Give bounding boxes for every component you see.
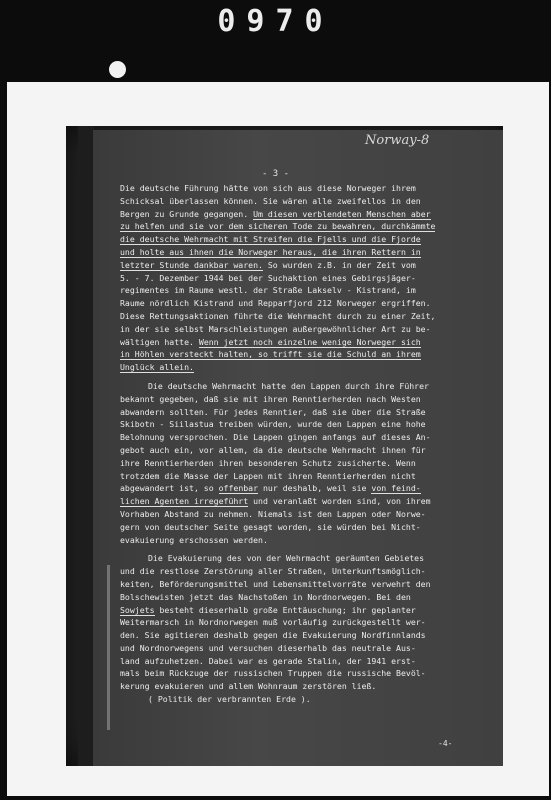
underlined-text: in Höhlen versteckt halten, so trifft sie die Schuld an ihrem	[120, 349, 421, 360]
text-line	[120, 604, 492, 617]
line-text: wältigen hatte.	[120, 336, 194, 347]
underlined-text: die deutsche Wehrmacht mit Streifen die Fjells und die Fjorde	[120, 234, 421, 245]
line-text: besteht dieserhalb große Enttäuschung; ihr geplanter	[154, 604, 416, 615]
line-text: Bolschewisten jetzt das Nachstoßen in Nordnorwegen. Bei den	[120, 591, 411, 602]
footer-mark: -4-	[438, 739, 453, 748]
text-line	[120, 444, 492, 457]
line-text: abwandern sollten. Für jedes Renntier, daß sie über die Straße	[120, 406, 426, 417]
text-line	[120, 310, 492, 323]
line-text: Belohnung versprochen. Die Lappen gingen anfangs auf dieses An-	[120, 432, 431, 443]
line-text: keiten, Beförderungsmittel und Lebensmittelvorräte verwehrt den	[120, 578, 431, 589]
line-text: Raume nördlich Kistrand und Repparfjord 212 Norweger ergriffen.	[120, 298, 431, 309]
text-line	[120, 406, 492, 419]
underlined-text: Unglück allein.	[120, 362, 194, 373]
text-line	[120, 259, 492, 272]
text-line	[120, 495, 492, 508]
line-text: abgewandert ist, so	[120, 483, 214, 494]
frame-number: 0970	[217, 4, 334, 39]
underlined-text: lichen Agenten irregeführt	[120, 496, 249, 507]
line-text: regimentes im Raume westl. der Straße Lakselv - Kistrand, im	[120, 285, 416, 296]
underlined-text: und holte aus ihnen die Norweger heraus, die ihren Rettern in	[120, 246, 421, 257]
text-line	[120, 508, 492, 521]
line-text: gebot auch ein, vor allem, da die deutsche Wehrmacht ihnen für	[120, 444, 426, 455]
text-line	[120, 233, 492, 246]
line-text: So wurden z.B. in der Zeit vom	[262, 259, 416, 270]
punch-hole	[109, 61, 126, 78]
text-line	[120, 565, 492, 578]
text-line	[120, 552, 492, 565]
text-line	[120, 297, 492, 310]
line-text: Weitermarsch in Nordnorwegen muß vorläufig zurückgestellt wer-	[120, 617, 426, 628]
line-text: nur deshalb, weil sie	[258, 483, 372, 494]
text-line	[120, 591, 492, 604]
line-text: 5. - 7. Dezember 1944 bei der Suchaktion eines Gebirgsjäger-	[120, 272, 416, 283]
line-text: in der sie selbst Marschleistungen außergewöhnlicher Art zu be-	[120, 323, 431, 334]
line-text: und veranlaßt worden sind, von ihrem	[248, 496, 431, 507]
underlined-text: letzter Stunde dankbar waren.	[120, 259, 263, 270]
text-line	[120, 534, 492, 547]
text-line	[120, 693, 492, 706]
text-line	[120, 348, 492, 361]
line-text: trotzdem die Masse der Lappen mit ihren Renntierherden nicht	[120, 470, 416, 481]
line-text: Die deutsche Wehrmacht hatte den Lappen durch ihre Führer	[148, 380, 429, 391]
text-line	[120, 521, 492, 534]
text-line	[120, 361, 492, 374]
text-line	[120, 616, 492, 629]
document-left-edge	[78, 126, 94, 766]
line-text: kerung evakuieren und allem Wohnraum zerstören ließ.	[120, 681, 377, 692]
text-line	[120, 220, 492, 233]
text-line	[120, 418, 492, 431]
underlined-text: offenbar	[218, 483, 259, 494]
line-text: bekannt gegeben, daß sie mit ihren Renntierherden nach Westen	[120, 393, 421, 404]
text-line	[120, 272, 492, 285]
line-text: evakuierung erschossen werden.	[120, 534, 268, 545]
underlined-text: Um diesen verblendeten Menschen aber	[253, 208, 431, 219]
text-line	[120, 578, 492, 591]
line-text: Die deutsche Führung hätte von sich aus diese Norweger ihrem	[120, 183, 416, 193]
line-text: ( Politik der verbrannten Erde ).	[148, 694, 311, 705]
line-text: Die Evakuierung des von der Wehrmacht geräumten Gebietes	[148, 553, 425, 564]
underlined-text: Sowjets	[120, 604, 155, 615]
underlined-text: Wenn jetzt noch einzelne wenige Norweger sich	[198, 336, 421, 347]
fold-line	[107, 565, 110, 730]
paragraph	[120, 380, 492, 546]
line-text: land aufzuhetzen. Dabei war es gerade Stalin, der 1941 erst-	[120, 655, 416, 666]
line-text: und die restlose Zerstörung aller Straßen, Unterkunftsmöglich-	[120, 566, 426, 577]
text-line	[120, 336, 492, 349]
underlined-text: zu helfen und sie vor dem sicheren Tode zu bewahren, durchkämmte	[120, 221, 436, 232]
line-text: Skibotn - Siilastua treiben würden, wurde den Lappen eine hohe	[120, 419, 426, 430]
line-text: den. Sie agitieren deshalb gegen die Evakuierung Nordfinnlands	[120, 630, 426, 641]
text-line	[120, 195, 492, 208]
text-line	[120, 431, 492, 444]
line-text: und Nordnorwegens und versuchen dieserhalb das neutrale Aus-	[120, 642, 416, 653]
line-text: Schicksal überlassen können. Sie wären alle zweifellos in den	[120, 195, 421, 206]
text-line	[120, 470, 492, 483]
text-line	[120, 667, 492, 680]
text-line	[120, 208, 492, 221]
line-text: mals beim Rückzuge der russischen Truppen die russische Bevöl-	[120, 668, 426, 679]
text-line	[120, 629, 492, 642]
text-line	[120, 482, 492, 495]
text-line	[120, 246, 492, 259]
handwritten-note: Norway-8	[365, 133, 430, 148]
document-text	[120, 182, 492, 706]
text-line	[120, 284, 492, 297]
text-line	[120, 642, 492, 655]
line-text: ihre Renntierherden ihren besonderen Schutz zusicherte. Wenn	[120, 457, 416, 468]
underlined-text: von feind-	[371, 483, 421, 494]
text-line	[120, 457, 492, 470]
line-text: Vorhaben Abstand zu nehmen. Niemals ist den Lappen oder Norwe-	[120, 508, 426, 519]
paragraph	[120, 182, 492, 374]
line-text: Bergen zu Grunde gegangen.	[120, 208, 249, 219]
line-text: gern von deutscher Seite gesagt worden, sie würden bei Nicht-	[120, 521, 421, 532]
text-line	[120, 655, 492, 668]
line-text: Diese Rettungsaktionen führte die Wehrmacht durch zu einer Zeit,	[120, 310, 436, 321]
text-line	[120, 182, 492, 195]
paragraph	[120, 552, 492, 706]
page-number: - 3 -	[261, 169, 290, 179]
text-line	[120, 380, 492, 393]
text-line	[120, 393, 492, 406]
text-line	[120, 323, 492, 336]
text-line	[120, 680, 492, 693]
